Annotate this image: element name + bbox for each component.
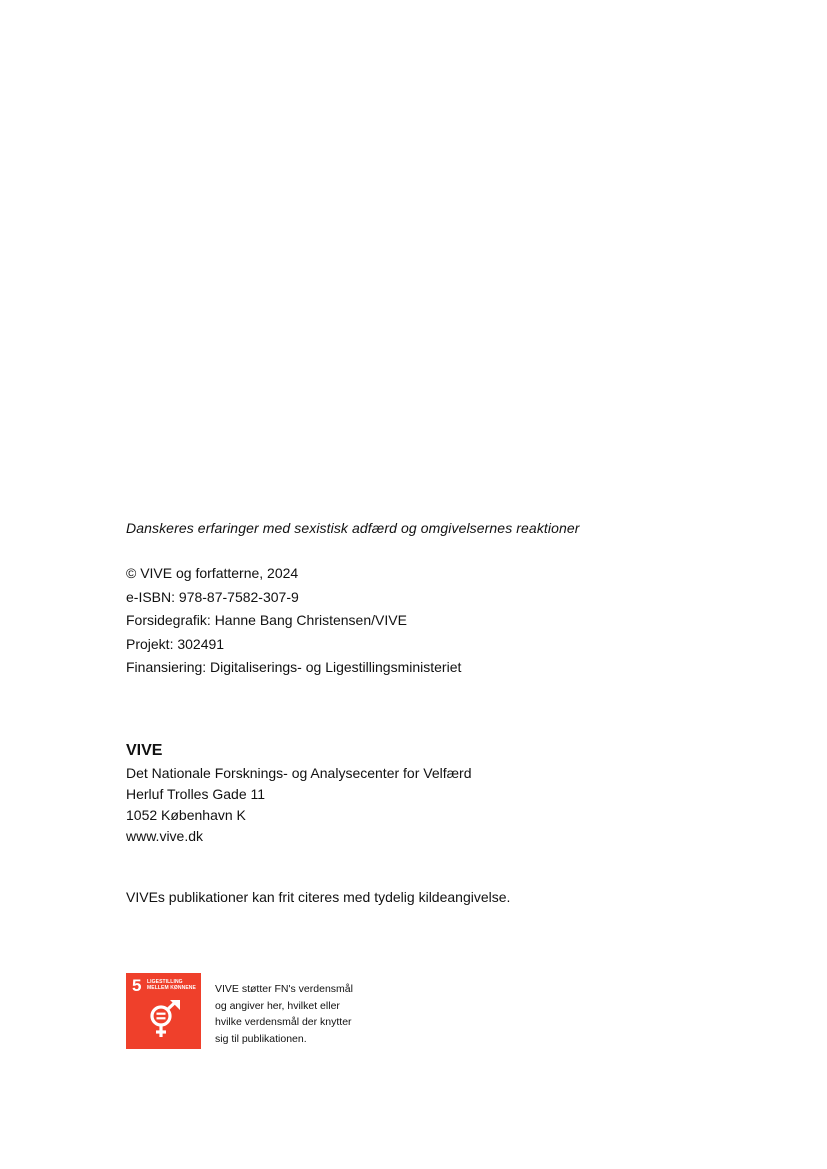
publisher-street: Herluf Trolles Gade 11	[126, 786, 266, 802]
publisher-website: www.vive.dk	[126, 828, 204, 844]
sdg-statement-line: sig til publikationen.	[215, 1032, 307, 1045]
project-line: Projekt: 302491	[126, 635, 225, 652]
publisher-full-name: Det Nationale Forsknings- og Analysecenter for Velfærd	[126, 765, 472, 781]
publisher-city: 1052 København K	[126, 807, 246, 823]
citation-note: VIVEs publikationer kan frit citeres med tydelig kildeangivelse.	[126, 889, 511, 905]
publisher-name: VIVE	[126, 742, 163, 759]
funding-line: Finansiering: Digitaliserings- og Ligestillingsministeriet	[126, 659, 462, 675]
cover-graphics-line: Forsidegrafik: Hanne Bang Christensen/VIVE	[126, 612, 407, 628]
sdg-statement-line: hvilke verdensmål der knytter	[215, 1016, 352, 1028]
sdg-goal-number: 5	[132, 976, 142, 995]
gender-equality-icon	[148, 999, 182, 1045]
publication-title: Danskeres erfaringer med sexistisk adfærd og omgivelsernes reaktioner	[126, 520, 580, 536]
publication-meta	[126, 562, 461, 680]
isbn-line: e-ISBN: 978-87-7582-307-9	[126, 588, 299, 605]
sdg-statement	[215, 981, 353, 1047]
sdg-goal-badge	[126, 973, 201, 1049]
sdg-goal-label: LIGESTILLING MELLEM KØNNENE	[147, 979, 196, 991]
sdg-statement-line: VIVE støtter FN's verdensmål	[215, 983, 353, 995]
copyright-line: © VIVE og forfatterne, 2024	[126, 565, 299, 581]
sdg-statement-line: og angiver her, hvilket eller	[215, 999, 340, 1012]
publisher-block	[126, 741, 472, 847]
